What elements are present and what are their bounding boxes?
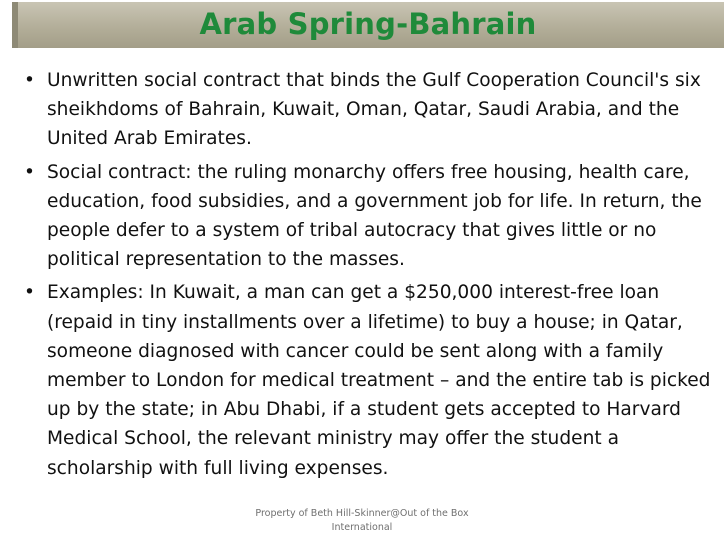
bullet-item-social-contract	[22, 158, 722, 275]
slide-body	[22, 66, 722, 487]
bullet-text: Unwritten social contract that binds the Gulf Cooperation Council's six sheikhdoms of Bahrain, Kuwait, Oman, Qatar, Saudi Arabia, and the United Arab Emirates.	[47, 70, 701, 150]
slide-title: Arab Spring-Bahrain	[199, 7, 537, 41]
bullet-icon: •	[24, 70, 35, 91]
bullet-item-examples	[22, 278, 722, 482]
bullet-item-contract	[22, 66, 722, 154]
bullet-icon: •	[24, 161, 35, 183]
bullet-text: Examples: In Kuwait, a man can get a $250,000 interest-free loan (repaid in tiny installments over a lifetime) to buy a house; in Qatar, someone diagnosed with cancer could be sent along with a family member to London for medical treatment – and the entire tab is picked up by the state; in Abu Dhabi, if a student gets accepted to Harvard Medical School, the relevant ministry may offer the student a scholarship with full living expenses.	[47, 282, 711, 479]
bullet-text: Social contract: the ruling monarchy offers free housing, health care, education, food subsidies, and a government job for life. In return, the people defer to a system of tribal autocracy that gives little or no political representation to the masses.	[47, 161, 702, 271]
bullet-list	[22, 66, 722, 483]
bullet-icon: •	[24, 282, 35, 304]
footer-credit: Property of Beth Hill-Skinner@Out of the Box International	[255, 508, 469, 533]
